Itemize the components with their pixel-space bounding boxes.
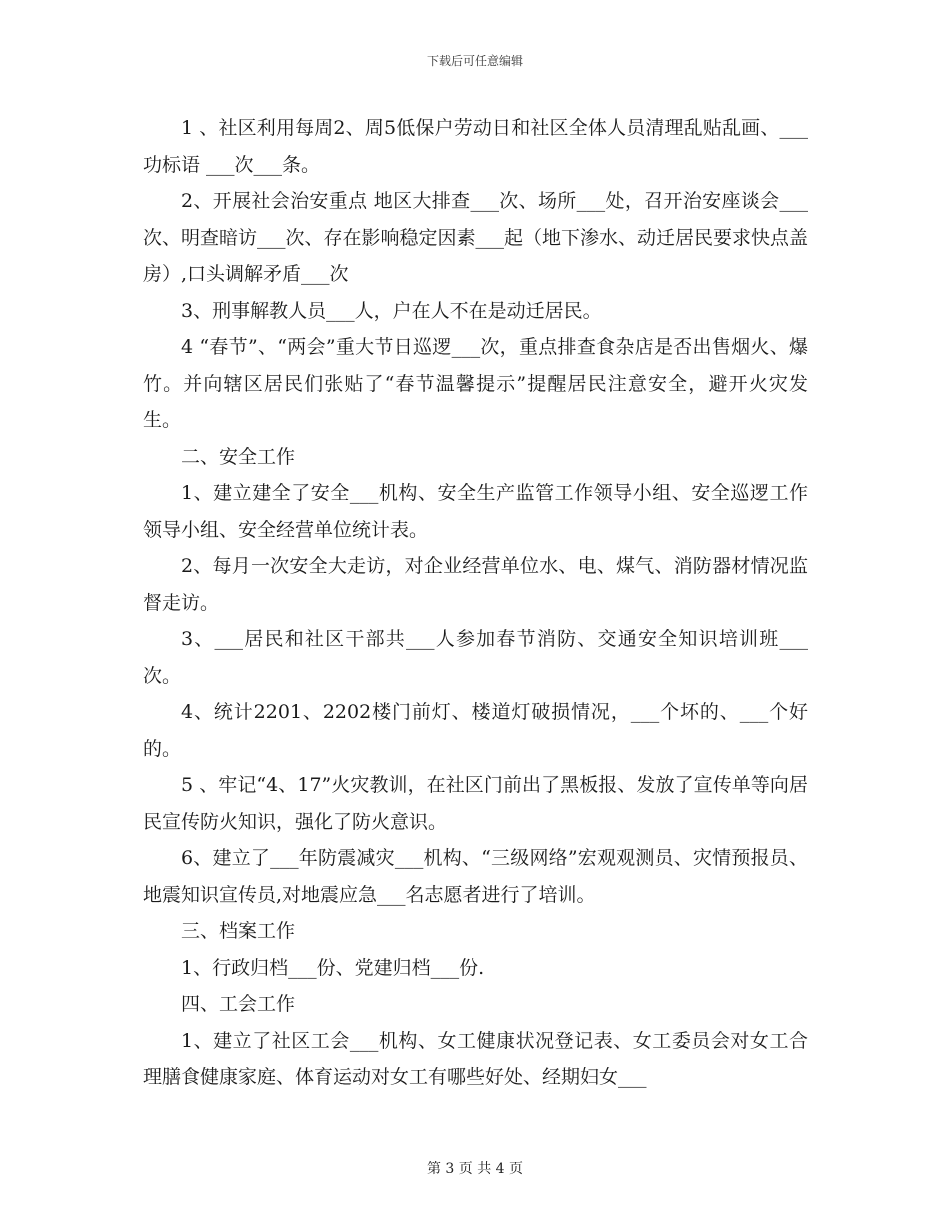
paragraph: 1 、社区利用每周2、周5低保户劳动日和社区全体人员清理乱贴乱画、___功标语 ___次___条。: [143, 117, 808, 176]
paragraph: 1、建立建全了安全___机构、安全生产监管工作领导小组、安全巡逻工作领导小组、安全经营单位统计表。: [143, 482, 808, 541]
section-heading: 二、安全工作: [181, 445, 296, 468]
paragraph: 1、行政归档___份、党建归档___份.: [181, 956, 485, 979]
document-body: [143, 110, 808, 1096]
page-header: 下载后可任意编辑: [426, 54, 523, 68]
paragraph: 5 、牢记“4、17”火灾教训，在社区门前出了黑板报、发放了宣传单等向居民宣传防火知识，强化了防火意识。: [143, 774, 808, 833]
section-heading: 三、档案工作: [181, 920, 296, 942]
paragraph: 1、建立了社区工会___机构、女工健康状况登记表、女工委员会对女工合理膳食健康家庭、体育运动对女工有哪些好处、经期妇女___: [143, 1029, 808, 1088]
paragraph: 4 “春节”、“两会”重大节日巡逻___次，重点排查食杂店是否出售烟火、爆竹。并向辖区居民们张贴了“春节温馨提示”提醒居民注意安全，避开火灾发生。: [143, 336, 808, 431]
paragraph: 4、统计2201、2202楼门前灯、楼道灯破损情况，___个坏的、___个好的。: [143, 701, 808, 760]
paragraph: 3、___居民和社区干部共___人参加春节消防、交通安全知识培训班___次。: [143, 628, 808, 687]
section-heading: 四、工会工作: [181, 993, 296, 1015]
page-footer: 第 3 页 共 4 页: [426, 1161, 524, 1177]
paragraph: 3、刑事解教人员___人，户在人不在是动迁居民。: [181, 299, 602, 322]
paragraph: 6、建立了___年防震减灾___机构、“三级网络”宏观观测员、灾情预报员、地震知识宣传员,对地震应急___名志愿者进行了培训。: [143, 847, 808, 906]
paragraph: 2、开展社会治安重点 地区大排查___次、场所___处，召开治安座谈会___次、明查暗访___次、存在影响稳定因素___起（地下渗水、动迁居民要求快点盖房）,口头调解矛盾___次: [143, 190, 809, 285]
paragraph: 2、每月一次安全大走访，对企业经营单位水、电、煤气、消防器材情况监督走访。: [143, 555, 808, 614]
